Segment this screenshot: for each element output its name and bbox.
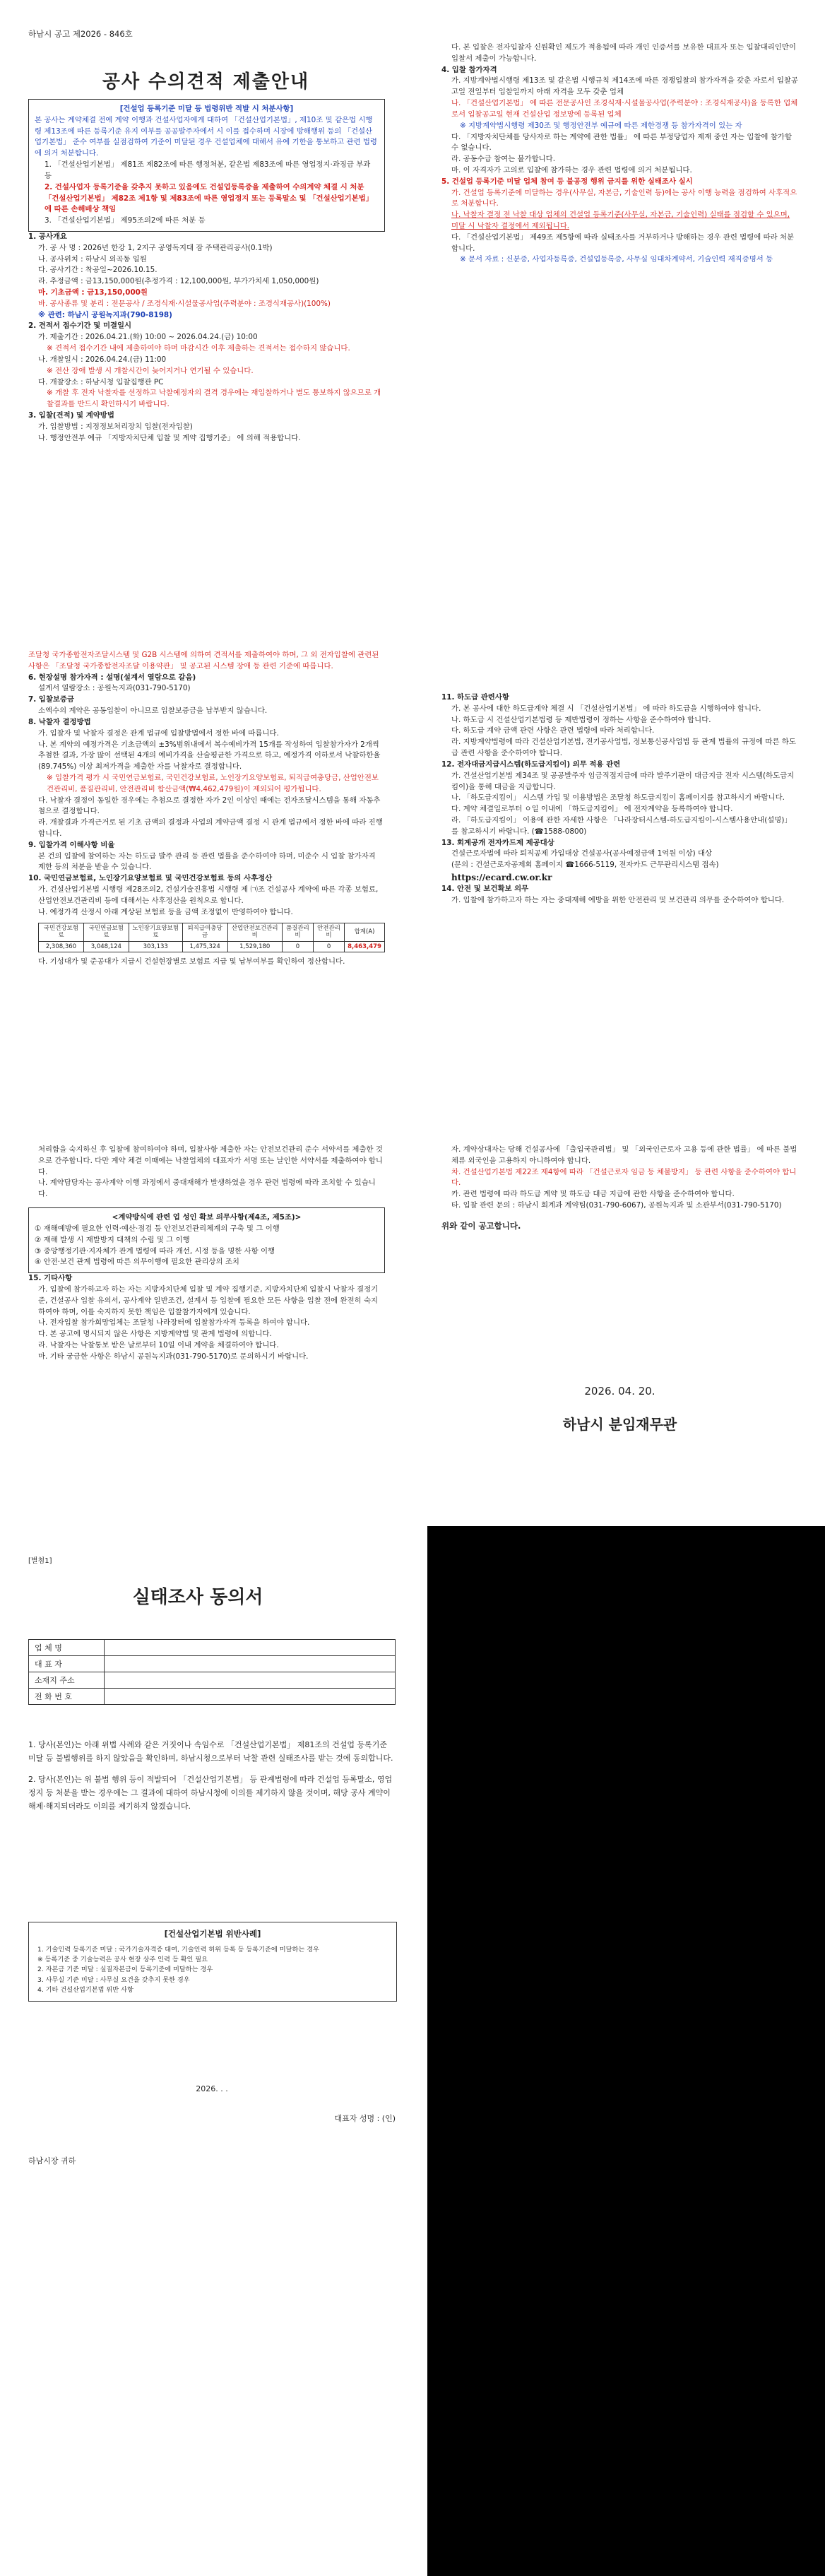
attachment-label: [별첨1] [28, 1557, 52, 1565]
insurance-table-value: 0 [313, 941, 344, 952]
insurance-table-value: 303,133 [129, 941, 182, 952]
section-line: 다. 「지방자치단체를 당사자로 하는 계약에 관한 법률」 에 따른 부정당업자 제재 중인 자는 입찰에 참가할 수 없습니다. [451, 132, 792, 153]
section-heading: 10. 국민연금보험료, 노인장기요양보험료 및 국민건강보험료 등의 사후정산 [28, 874, 273, 883]
section-line: 다. 공사기간 : 착공일~2026.10.15. [38, 266, 158, 275]
section-line: 가. 건설산업기본법 제34조 및 공공발주자 임금직접지급에 따라 발주기관이 대금지급 전자 시스템(하도급지킴이)을 통해 대금을 지급합니다. [451, 771, 795, 791]
section-line: 카. 관련 법령에 따라 하도급 계약 및 하도급 대금 지급에 관한 사항을 준수하여야 합니다. [451, 1190, 735, 1199]
section-line: 나. 공사위치 : 하남시 외곡동 일원 [38, 254, 147, 264]
section-line: 나. 전자입찰 참가희망업체는 조달청 나라장터에 입찰참가자격 등록을 하여야 합니다. [38, 1318, 310, 1328]
ecard-url[interactable]: https://ecard.cw.or.kr [451, 873, 552, 882]
right-column-lower [441, 692, 798, 906]
section-line: 라. 지방계약법령에 따라 건설산업기본법, 전기공사업법, 정보통신공사업법 등 관계 법률의 규정에 따른 하도급 관련 사항을 준수하여야 합니다. [451, 738, 796, 758]
insurance-table-header: 품질관리비 [282, 923, 313, 941]
insurance-table-header: 산업안전보건관리비 [227, 923, 282, 941]
section-line: 가. 지방계약법시행령 제13조 및 같은법 시행규칙 제14조에 따른 경쟁입찰의 참가자격을 갖춘 자로서 입찰공고일 전일부터 입찰일까지 아래 자격을 모두 갖춘 업체 [451, 76, 798, 97]
section-line: 라. 공동수급 참여는 불가합니다. [451, 155, 555, 164]
left-column [28, 99, 385, 444]
section-line: 가. 입찰에 참가하고자 하는 자는 중대재해 예방을 위한 안전관리 및 보건관리 의무를 준수하여야 합니다. [451, 896, 785, 905]
section-heading: 4. 입찰 참가자격 [441, 65, 497, 74]
row-label: 대 표 자 [29, 1656, 105, 1672]
right-column-p2 [441, 1145, 798, 1232]
section-line: 다. 하도급 계약 금액 관련 사항은 관련 법령에 따라 처리합니다. [451, 726, 655, 735]
left-column-lower [28, 650, 385, 968]
section-line: 라. 낙찰자는 낙찰통보 받은 날로부터 10일 이내 계약을 체결하여야 합니다. [38, 1341, 279, 1349]
violation-line: 3. 「건설산업기본법」 제95조의2에 따른 처분 등 [44, 216, 206, 225]
violation-line: 1. 「건설산업기본법」 제81조 제82조에 따른 행정처분, 같은법 제83조에 따른 영업정지·과징금 부과 등 [44, 160, 371, 180]
insurance-table-header: 합계(A) [345, 923, 385, 941]
section-line: ※ 전산 장애 발생 시 개찰시간이 늦어지거나 연기될 수 있습니다. [47, 366, 254, 375]
section-line: 나. 개찰일시 : 2026.04.24.(금) 11:00 [38, 355, 167, 364]
row-label: 업 체 명 [29, 1640, 105, 1656]
pledge-item: 3. 사무실 기준 미달 : 사무실 요건을 갖추지 못한 경우 [37, 1975, 190, 1984]
pledge-item: ※ 등록기준 중 기술능력은 공사 현장 상주 인력 등 확인 필요 [37, 1956, 208, 1964]
consent-form-page [0, 1526, 825, 2576]
section-line: 다. 계약 체결일로부터 ㅇ일 이내에 「하도급지킴이」 에 전자계약을 등록하여야 합니다. [451, 805, 733, 814]
section-line: 건설근로자법에 따라 퇴직공제 가입대상 건설공사(공사예정금액 1억원 이상) 대상 [451, 849, 713, 858]
section-line: 나. 하도급 시 건설산업기본법령 등 제반법령이 정하는 사항을 준수하여야 합니다. [451, 715, 711, 724]
insurance-table-value: 1,475,324 [182, 941, 227, 952]
insurance-table-header: 국민건강보험료 [39, 923, 84, 941]
issuer-name: 하남시 분임재무관 [562, 1416, 677, 1433]
notice-page-continued [0, 1102, 825, 1505]
section-heading: 6. 현장설명 참가자격 : 설명(설계서 열람으로 갈음) [28, 673, 196, 682]
safety-item: ③ 중앙행정기관·지자체가 관계 법령에 따라 개선, 시정 등을 명한 사항 이행 [35, 1246, 275, 1255]
section-line: 라. 개찰결과 가격근거로 된 기초 금액의 결정과 사업의 계약금액 결정 시 관계 법규에서 정한 바에 따라 진행합니다. [38, 818, 383, 838]
consent-paragraph: 2. 당사(본인)는 위 불법 행위 등이 적발되어 「건설산업기본법」 등 관계법령에 따라 건설업 등록말소, 영업정지 등 처분을 받는 경우에는 그 결과에 대하여 하남시청에 이의를 제기하지 않을 것이며, 해당 공사 계약이 해제·해지되더라도 이의를 제기하지 않겠습니다. [28, 1774, 393, 1811]
blank-redaction [427, 1526, 825, 2576]
row-label: 전 화 번 호 [29, 1689, 105, 1705]
insurance-table-value: 8,463,479 [345, 941, 385, 952]
section-heading: 11. 하도급 관련사항 [441, 693, 509, 702]
section-line: 다. 본 입찰은 전자입찰자 신원확인 제도가 적용됨에 따라 개인 인증서를 보유한 대표자 또는 입찰대리인만이 입찰서 제출이 가능합니다. [451, 43, 796, 63]
section-heading: 1. 공사개요 [28, 232, 67, 241]
section-line: 가. 제출기간 : 2026.04.21.(화) 10:00 ~ 2026.04.24.(금) 10:00 [38, 333, 258, 342]
section-line: 가. 공 사 명 : 2026년 한강 1, 2지구 공영독지대 잠 주택관리공사(0.1박) [38, 243, 273, 252]
closing-statement: 위와 같이 공고합니다. [441, 1220, 521, 1231]
section-line: ※ 지방계약법시행령 제30조 및 행정안전부 예규에 따른 제한경쟁 등 참가자격이 있는 자 [460, 121, 742, 130]
section-heading: 14. 안전 및 보건확보 의무 [441, 885, 529, 894]
section-line: 다. 본 공고에 명시되지 않은 사항은 지방계약법 및 관계 법령에 의합니다. [38, 1330, 272, 1339]
section-line: 다. 개찰장소 : 하남시청 입찰집행관 PC [38, 377, 164, 386]
section-heading: 2. 견적서 접수기간 및 미결일시 [28, 321, 132, 331]
section-line: 가. 입찰방법 : 지정정보처리장치 입찰(전자입찰) [38, 422, 193, 431]
section-line: 조달청 국가종합전자조달시스템 및 G2B 시스템에 의하여 견적서를 제출하여야 하며, 그 외 전자입찰에 관련된 사항은 「조달청 국가종합전자조달 이용약관」 및 공고된 시스템 장애 등 관련 기준에 따릅니다. [28, 651, 379, 670]
form-title: 실태조사 동의서 [132, 1587, 263, 1608]
insurance-table-header: 국민연금보험료 [83, 923, 129, 941]
notice-title: 공사 수의견적 제출안내 [102, 71, 310, 93]
section-line: 나. 「하도급지킴이」 시스템 가입 및 이용방법은 조달청 하도급지킴이 홈페이지를 참고하시기 바랍니다. [451, 793, 785, 803]
insurance-table-header: 노인장기요양보험료 [129, 923, 182, 941]
pledge-item: 1. 기술인력 등록기준 미달 : 국가기술자격증 대여, 기술인력 허위 등록 등 등록기준에 미달하는 경우 [37, 1945, 319, 1954]
section-line: 타. 입찰 관련 문의 : 하남시 회계과 계약팀(031-790-6067), 공원녹지과 및 소관부서(031-790-5170) [451, 1201, 782, 1210]
insurance-table-header-row [39, 923, 385, 941]
violation-line: 2. 건설사업자 등록기준을 갖추지 못하고 있음에도 건설업등록증을 제출하여 수의계약 체결 시 처분 「건설산업기본법」 제82조 제1항 및 제83조에 따른 영업정지 또는 등록말소 및 「건설산업기본법」 에 따른 손해배상 책임 [44, 182, 374, 214]
pledge-item: 4. 기타 건설산업기본법 위반 사항 [37, 1985, 133, 1994]
section-line: 나. 「건설산업기본법」 에 따른 전문공사인 조경식재·시설물공사업(주력분야 : 조경식재공사)을 등록한 업체로서 입찰공고일 현재 건설산업 정보망에 등록된 업체 [451, 99, 798, 119]
section-line: ※ 입찰가격 평가 시 국민연금보험료, 국민건강보험료, 노인장기요양보험료, 퇴직급여충당금, 산업안전보건관리비, 품질관리비, 안전관리비 합산금액(₩4,462,479원)이 제외되어 평가됩니다. [47, 773, 379, 793]
section-line: ※ 문서 자료 : 신분증, 사업자등록증, 건설업등록증, 사무실 임대차계약서, 기술인력 재직증명서 등 [460, 255, 773, 264]
section-line: 가. 본 공사에 대한 하도급계약 체결 시 「건설산업기본법」 에 따라 하도급을 시행하여야 합니다. [451, 704, 761, 713]
section-line: 나. 예정가격 산정시 아래 계상된 보험료 등을 금액 조정없이 반영하여야 합니다. [38, 907, 293, 916]
section-line: 소액수의 계약은 공동입찰이 아니므로 입찰보증금을 납부받지 않습니다. [38, 707, 268, 716]
section-line: 가. 건설산업기본법 시행령 제28조의2, 건설기술진흥법 시행령 제 ㈀조 건설공사 계약에 따른 각종 보험료, 산업안전보건관리비 등에 대해서는 사후정산을 원칙으로 합니다. [38, 885, 379, 905]
section-line: 다. 낙찰자 결정이 동일한 경우에는 추첨으로 결정한 자가 2인 이상인 때에는 전자조달시스템을 통해 자동추첨으로 결정합니다. [38, 796, 381, 816]
address-field[interactable] [105, 1672, 396, 1689]
insurance-table-header: 퇴직급여충당금 [182, 923, 227, 941]
section-line: 바. 공사종류 및 분리 : 전문공사 / 조경식재·시설물공사업(주력분야 : 조경식재공사)(100%) [38, 299, 331, 308]
section-line: 설계서 열람장소 : 공원녹지과(031-790-5170) [38, 684, 191, 693]
section-line: 나. 본 계약의 예정가격은 기초금액의 ±3%범위내에서 복수예비가격 15개를 작성하여 입찰참가자가 2개씩 추첨한 결과, 가장 많이 선택된 4개의 예비가격을 산술평균한 가격으로 하고, 예정가격 이하로서 낙찰하한율(89.745%) 이상 최저가격을 제출한 자를 낙찰자로 결정합니다. [38, 740, 381, 772]
safety-item: ① 재해예방에 필요한 인력·예산·점검 등 안전보건관리체계의 구축 및 그 이행 [35, 1224, 280, 1233]
section-heading: 7. 입찰보증금 [28, 695, 74, 704]
notice-number: 하남시 공고 제2026 - 846호 [28, 29, 133, 39]
section-line: 다. 기성대가 및 준공대가 지급시 건설현장별로 보험료 지급 및 납부여부를 확인하여 정산합니다. [38, 957, 345, 967]
section-heading: 12. 전자대금지급시스템(하도급지킴이) 의무 적용 관련 [441, 760, 621, 769]
section-line: 차. 건설산업기본법 제22조 제4항에 따라 「건설근로자 임금 등 체불방지」 등 관련 사항을 준수하여야 합니다. [451, 1167, 797, 1188]
notice-date: 2026. 04. 20. [584, 1385, 655, 1398]
section-line: 나. 낙찰자 결정 전 낙찰 대상 업체의 건설업 등록기준(사무실, 자본금, 기술인력) 실태를 점검할 수 있으며, 미달 시 낙찰자 결정에서 제외됩니다. [451, 211, 790, 230]
insurance-table-value: 0 [282, 941, 313, 952]
consent-paragraph: 1. 당사(본인)는 아래 위법 사례와 같은 거짓이나 속임수로 「건설산업기본법」 제81조의 건설업 등록기준 미달 등 불법행위를 하지 않았음을 확인하며, 하남시청으로부터 낙찰 관련 실태조사를 받는 것에 동의합니다. [28, 1740, 393, 1763]
company-info-table [28, 1639, 396, 1705]
section-heading: 8. 낙찰자 결정방법 [28, 717, 91, 726]
safety-item: ② 재해 발생 시 재발방지 대책의 수립 및 그 이행 [35, 1235, 190, 1244]
section-line: ※ 관련: 하남시 공원녹지과(790-8198) [38, 310, 172, 319]
section-line: 나. 행정안전부 예규 「지방자치단체 입찰 및 계약 집행기준」 에 의해 적용합니다. [38, 433, 301, 442]
section-heading: 15. 기타사항 [28, 1274, 73, 1283]
section-line: 마. 기타 궁금한 사항은 하남시 공원녹지과(031-790-5170)로 문의하시기 바랍니다. [38, 1352, 309, 1361]
right-column [441, 42, 798, 266]
notice-page [0, 0, 825, 1102]
row-label: 소재지 주소 [29, 1672, 105, 1689]
section-line: 라. 추정금액 : 금13,150,000원(추정가격 : 12,100,000원, 부가가치세 1,050,000원) [38, 277, 319, 286]
form-addressee: 하남시장 귀하 [28, 2156, 76, 2166]
safety-box [28, 1207, 385, 1273]
section-heading: 5. 건설업 등록기준 미달 업체 참여 등 불공정 행위 금지를 위한 실태조사 실시 [441, 177, 693, 186]
safety-box-title: <계약방식에 관련 업 성인 확보 의무사항(제4조, 제5조)> [112, 1213, 302, 1222]
section-line: ※ 개찰 후 전자 낙찰자를 선정하고 낙찰예정자의 결격 경우에는 재입찰하거나 별도 통보하지 않으므로 개찰결과를 반드시 확인하시기 바랍니다. [47, 389, 381, 409]
form-date: 2026. . . [196, 2084, 228, 2093]
insurance-table-value: 1,529,180 [227, 941, 282, 952]
section-line: 마. 기초금액 : 금13,150,000원 [38, 288, 148, 297]
section-line: 라. 「하도급지킴이」 이용에 관한 자세한 사항은 「나라장터시스템-하도급지킴이-시스템사용안내(설명)」 를 참고하시기 바랍니다. (☎1588-0800) [451, 815, 792, 836]
section-line: 가. 건설업 등록기준에 미달하는 경우(사무실, 자본금, 기술인력 등)에는 공사 이행 능력을 점검하여 사후적으로 처분합니다. [451, 188, 797, 208]
left-column-p2 [28, 1145, 385, 1363]
section-line: 가. 입찰에 참가하고자 하는 자는 지방자치단체 입찰 및 계약 집행기준, 지방자치단체 입찰시 낙찰자 결정기준, 건설공사 입찰 유의서, 공사계약 일반조건, 설계서 등 입찰에 필요한 모든 사항을 입찰 전에 완전히 숙지하여야 하며, 이를 숙지하지 못한 책임은 입찰참가자에게 있습니다. [38, 1284, 379, 1316]
pledge-title: [건설산업기본법 위반사례] [164, 1929, 261, 1939]
section-heading: 13. 회계공개 전자카드제 제공대상 [441, 838, 554, 847]
violation-box [28, 99, 385, 232]
company-name-field[interactable] [105, 1640, 396, 1656]
insurance-table-value-row [39, 941, 385, 952]
section-heading: 9. 입찰가격 이해사항 비율 [28, 840, 115, 849]
section-line: 자. 계약상대자는 당해 건설공사에 「출입국관리법」 및 「외국인근로자 고용 등에 관한 법률」 에 따른 불법체류 외국인을 고용하지 아니하여야 합니다. [451, 1145, 797, 1165]
violation-line: 본 공사는 계약체결 전에 계약 이행과 건설사업자에게 대하여 「건설산업기본법」, 제10조 및 같은법 시행령 제13조에 따른 등록기준 유지 여부를 공공발주자에서 시 이를 접수하며 시장에 방해행위 등의 「건설산업기본법」 준수 여부를 실점검하여 기준이 미달된 경우 건설업체에 대해서 유예 기한을 통보하고 관련 법령에 의거 처분합니다. [35, 115, 377, 158]
violation-box-header: [건설업 등록기준 미달 등 법령위반 적발 시 처분사항] [119, 105, 294, 113]
section-line: 마. 이 자격자가 고의로 입찰에 참가하는 경우 관련 법령에 의거 처분됩니다. [451, 165, 692, 175]
phone-field[interactable] [105, 1689, 396, 1705]
section-heading: 3. 입찰(견적) 및 계약방법 [28, 410, 114, 420]
insurance-table-value: 2,308,360 [39, 941, 84, 952]
section-line: 처리함을 숙지하신 후 입찰에 참여하여야 하며, 입찰사항 제출한 자는 안전보건관리 준수 서약서를 제출한 것으로 간주합니다. 다만 계약 체결 이때에는 낙찰업체의 대표자가 서명 또는 날인한 서약서를 제출하여야 합니다. [38, 1145, 383, 1176]
violation-examples-box [28, 1922, 397, 2002]
consent-body [28, 1738, 396, 1813]
section-line: ※ 견적서 접수기간 내에 제출하여야 하며 마감시간 이후 제출하는 견적서는 접수하지 않습니다. [47, 344, 350, 353]
insurance-table-value: 3,048,124 [83, 941, 129, 952]
section-line: (문의 : 건설근로자공제회 홈페이지 ☎1666-5119, 전자카드 근무관리시스템 접속) [451, 861, 719, 870]
safety-item: ④ 안전·보건 관계 법령에 따른 의무이행에 필요한 관리상의 조치 [35, 1258, 239, 1267]
representative-signature[interactable]: 대표자 성명 : (인) [334, 2114, 396, 2123]
representative-field[interactable] [105, 1656, 396, 1672]
pledge-item: 2. 자본금 기준 미달 : 실질자본금이 등록기준에 미달하는 경우 [37, 1966, 213, 1974]
insurance-table [38, 923, 385, 953]
section-line: 본 건의 입찰에 참여하는 자는 하도급 발주 관리 등 관련 법률을 준수하여야 하며, 미준수 시 입찰 참가자격 제한 등의 처분을 받을 수 있습니다. [38, 851, 376, 872]
section-line: 다. 「건설산업기본법」 제49조 제5항에 따라 실태조사를 거부하거나 방해하는 경우 관련 법령에 따라 처분합니다. [451, 232, 795, 253]
insurance-table-header: 안전관리비 [313, 923, 344, 941]
section-line: 가. 입찰자 및 낙찰자 결정은 관계 법규에 입찰방법에서 정한 바에 따릅니다. [38, 728, 279, 738]
section-line: 나. 계약담당자는 공사계약 이행 과정에서 중대재해가 발생하였을 경우 관련 법령에 따라 조치할 수 있습니다. [38, 1178, 376, 1199]
